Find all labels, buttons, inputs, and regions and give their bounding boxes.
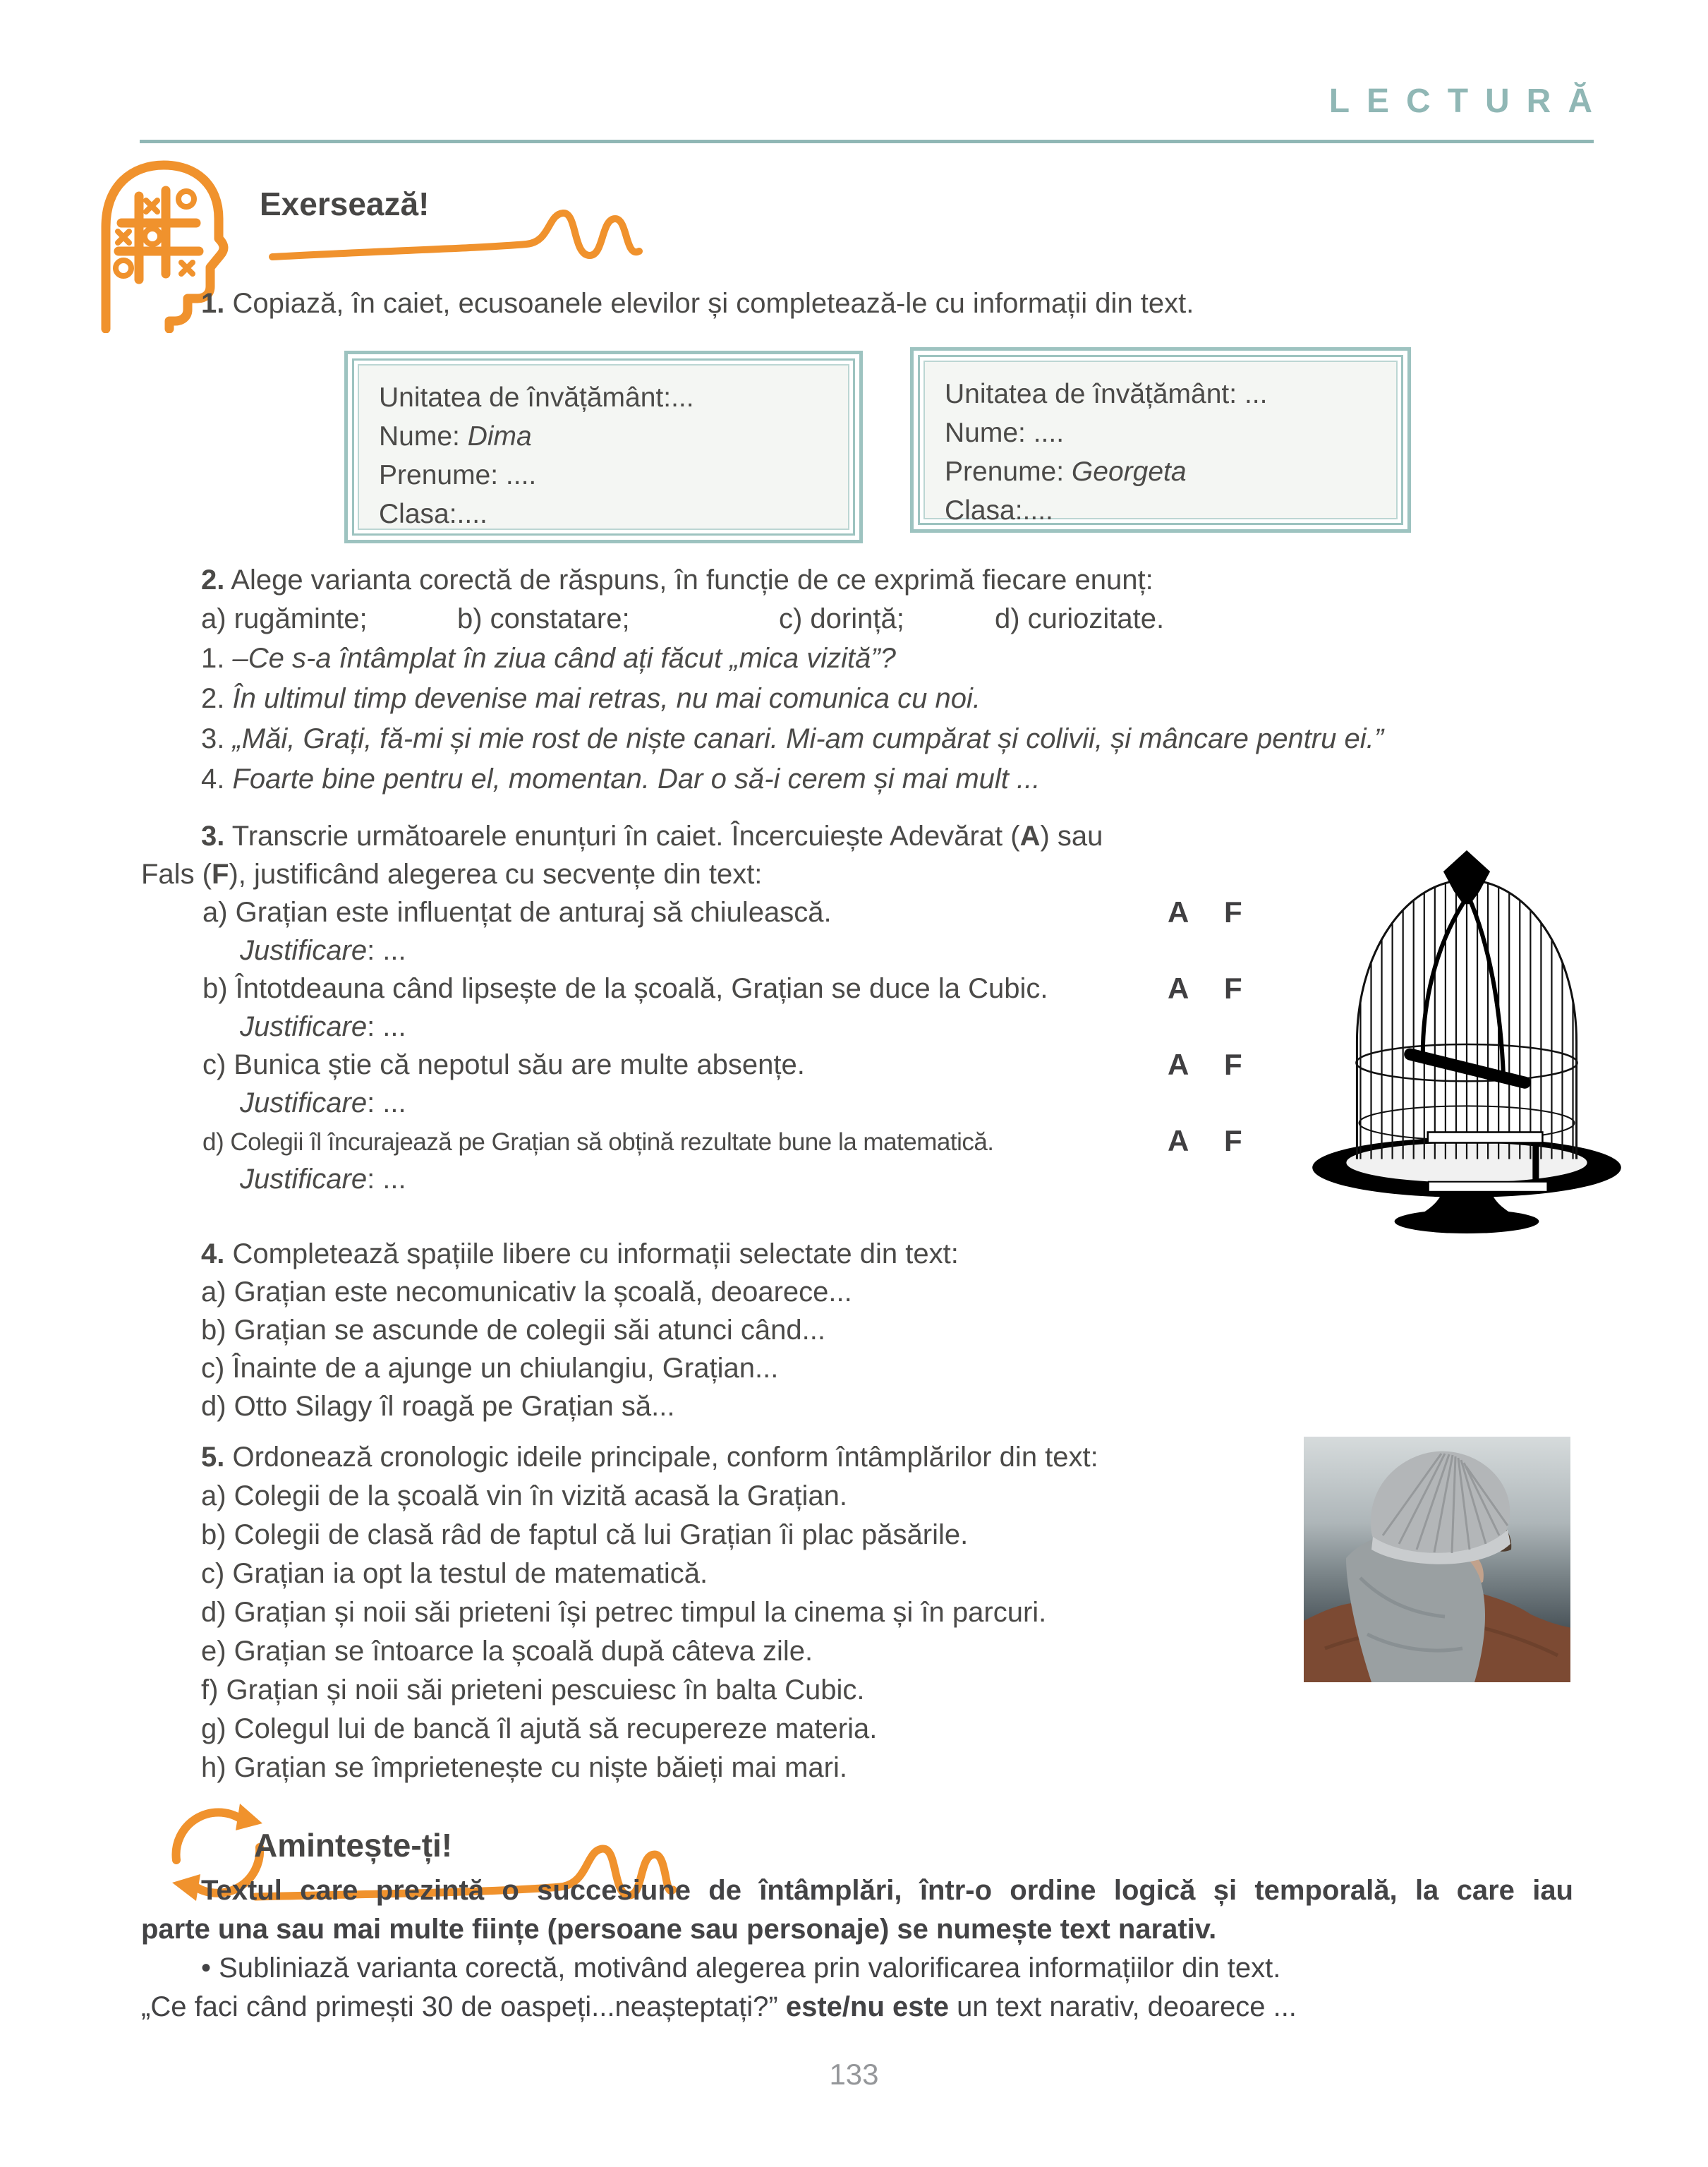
answer-f: F (1224, 895, 1242, 929)
birdcage-illustration (1290, 850, 1644, 1235)
option-a: a) rugăminte; (201, 603, 368, 634)
list-item: b) Colegii de clasă râd de faptul că lui Grațian îi plac păsările. (201, 1519, 969, 1550)
list-item: g) Colegul lui de bancă îl ajută să recupereze materia. (201, 1713, 878, 1744)
exercise-1-instruction: 1. Copiază, în caiet, ecusoanele elevilor și completează-le cu informații din text. (201, 288, 1194, 319)
page-title: LECTURĂ (1328, 83, 1609, 120)
badge-line: Nume: Dima (379, 421, 532, 452)
list-item: a) Colegii de la școală vin în vizită acasă la Grațian. (201, 1480, 848, 1511)
list-item: f) Grațian și noii săi prieteni pescuiesc în balta Cubic. (201, 1674, 865, 1706)
exercise-2 (141, 561, 1594, 799)
exercise-number: 1. (201, 288, 225, 319)
quote-line: „Ce faci când primești 30 de oaspeți...neașteptați?” este/nu este un text narativ, deoarece ... (141, 1991, 1297, 2022)
list-item: e) Grațian se întoarce la școală după câteva zile. (201, 1636, 813, 1667)
justification-line: Justificare: ... (240, 1087, 406, 1118)
section-title-aminteste: Amintește-ți! (254, 1827, 453, 1864)
list-item: 1. –Ce s-a întâmplat în ziua când ați făcut „mica vizită”? (201, 643, 896, 674)
list-item: d) Grațian și noii săi prieteni își petrec timpul la cinema și în parcuri. (201, 1597, 1047, 1628)
remember-definition (141, 1871, 1573, 2027)
true-false-row: a) Grațian este influențat de anturaj să chiulească. A F (202, 893, 1277, 931)
exercise-5-instruction: 5. Ordonează cronologic ideile principale, conform întâmplărilor din text: (201, 1442, 1098, 1473)
squiggle-underline (267, 198, 651, 267)
definition-line1: Textul care prezintă o succesiune de întâmplări, într-o ordine logică și temporală, la care iau (201, 1875, 1573, 1906)
answer-a: A (1168, 895, 1189, 929)
option-d: d) curiozitate. (995, 603, 1165, 634)
header-divider (140, 140, 1594, 143)
badge-line: Prenume: .... (379, 460, 537, 490)
badge-line: Clasa:.... (379, 499, 487, 529)
badge-line: Prenume: Georgeta (945, 457, 1187, 487)
list-item: d) Otto Silagy îl roagă pe Grațian să... (201, 1391, 675, 1422)
boy-photo (1304, 1437, 1570, 1682)
justification-line: Justificare: ... (240, 1164, 406, 1195)
section-title-exerseaza: Exersează! (260, 186, 430, 222)
badge-line: Clasa:.... (945, 495, 1053, 526)
option-c: c) dorință; (779, 603, 904, 634)
list-item: 3. „Măi, Grați, fă-mi și mie rost de niște canari. Mi-am cumpărat și colivii, și mâncare pentru ei.” (201, 723, 1384, 754)
answer-f: F (1224, 1048, 1242, 1081)
exercise-5 (141, 1438, 1305, 1787)
option-b: b) constatare; (457, 603, 630, 634)
student-badge-card (344, 351, 863, 543)
justification-line: Justificare: ... (240, 935, 406, 966)
list-item: a) Grațian este necomunicativ la școală, deoarece... (201, 1276, 852, 1308)
list-item: c) Grațian ia opt la testul de matematică. (201, 1558, 708, 1589)
true-false-row: d) Colegii îl încurajează pe Grațian să obțină rezultate bune la matematică. A F (202, 1122, 1277, 1160)
exercise-3-instruction-line1: 3. Transcrie următoarele enunțuri în caiet. Încercuiește Adevărat (A) sau (201, 821, 1103, 852)
badge-line: Nume: .... (945, 418, 1065, 448)
badge-line: Unitatea de învățământ:... (379, 382, 694, 413)
exercise-2-instruction: 2. Alege varianta corectă de răspuns, în funcție de ce exprimă fiecare enunț: (201, 565, 1153, 596)
answer-a: A (1168, 1048, 1189, 1081)
exercise-4-instruction: 4. Completează spațiile libere cu informații selectate din text: (201, 1238, 959, 1269)
answer-f: F (1224, 972, 1242, 1005)
list-item: b) Grațian se ascunde de colegii săi atunci când... (201, 1315, 825, 1346)
list-item: c) Înainte de a ajunge un chiulangiu, Grațian... (201, 1353, 779, 1384)
list-item: 4. Foarte bine pentru el, momentan. Dar o să-i cerem și mai mult ... (201, 763, 1041, 795)
justification-line: Justificare: ... (240, 1011, 406, 1042)
page-number: 133 (829, 2058, 879, 2091)
student-badge-card (910, 347, 1411, 533)
answer-f: F (1224, 1124, 1242, 1157)
definition-line2: parte una sau mai multe ființe (persoane sau personaje) se numește text narativ. (141, 1914, 1217, 1945)
badge-line: Unitatea de învățământ: ... (945, 379, 1268, 409)
list-item: h) Grațian se împrietenește cu niște băieți mai mari. (201, 1752, 847, 1783)
answer-a: A (1168, 972, 1189, 1005)
exercise-3 (141, 817, 1277, 1198)
exercise-4 (141, 1235, 1376, 1425)
list-item: 2. În ultimul timp devenise mai retras, nu mai comunica cu noi. (201, 683, 981, 714)
exercise-3-instruction-line2: Fals (F), justificând alegerea cu secvențe din text: (141, 859, 763, 890)
bullet-line: • Subliniază varianta corectă, motivând alegerea prin valorificarea informațiilor din text. (201, 1952, 1281, 1984)
true-false-row: c) Bunica știe că nepotul său are multe absențe. A F (202, 1046, 1277, 1084)
options-row (201, 600, 1594, 639)
true-false-row: b) Întotdeauna când lipsește de la școală, Grațian se duce la Cubic. A F (202, 970, 1277, 1008)
answer-a: A (1168, 1124, 1189, 1157)
